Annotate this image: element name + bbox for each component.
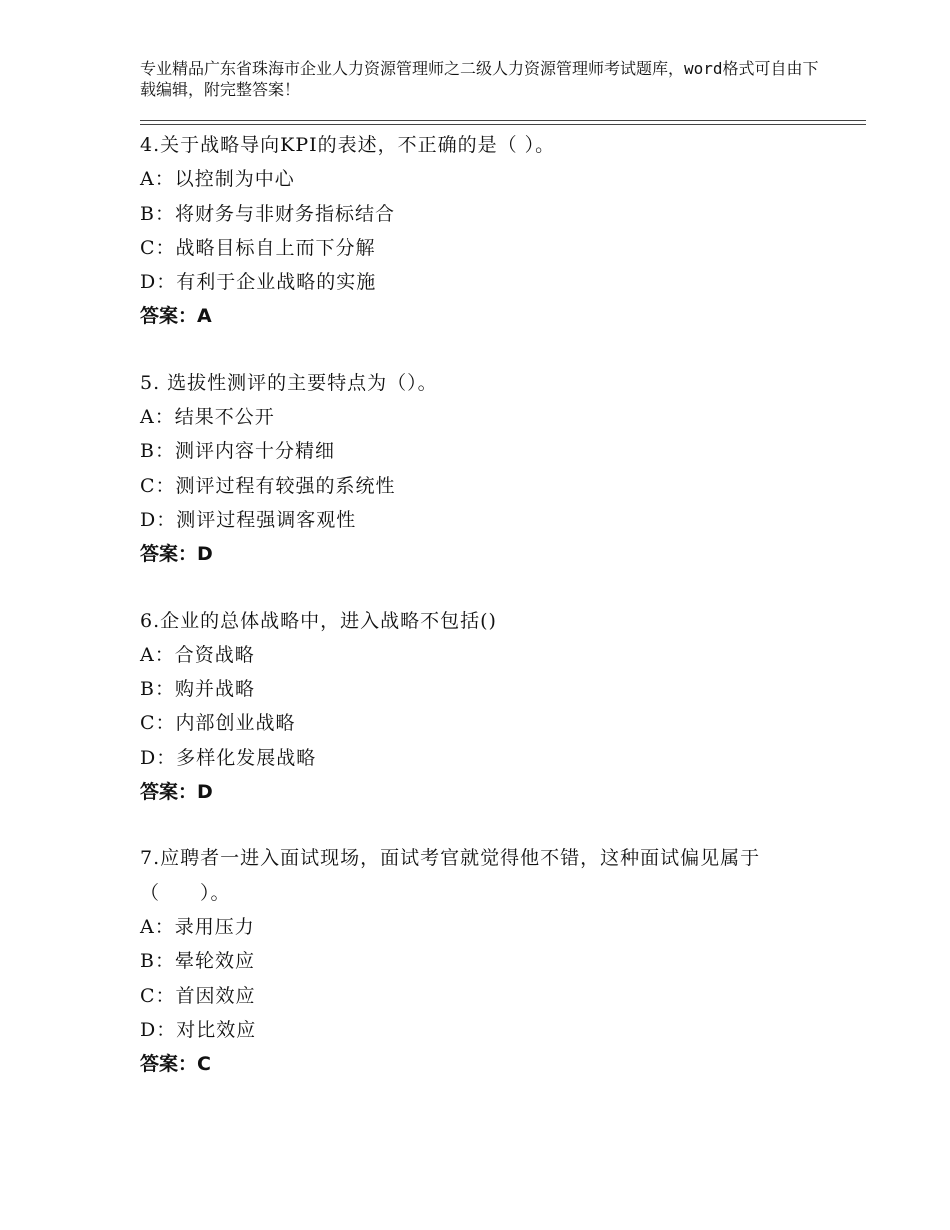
option-d: D：多样化发展战略	[140, 746, 317, 769]
option-c: C：测评过程有较强的系统性	[140, 474, 396, 497]
question-6	[140, 604, 840, 810]
option-c: C：首因效应	[140, 984, 256, 1007]
option-d: D：测评过程强调客观性	[140, 508, 357, 531]
option-b: B：测评内容十分精细	[140, 440, 335, 463]
header-rule-top	[140, 120, 866, 121]
option-b: B：晕轮效应	[140, 950, 255, 973]
option-d: D：有利于企业战略的实施	[140, 271, 377, 294]
option-c: C：内部创业战略	[140, 712, 296, 735]
question-5	[140, 366, 840, 572]
question-text: 7.应聘者一进入面试现场，面试考官就觉得他不错，这种面试偏见属于（ ）。	[140, 847, 761, 904]
question-text: 6.企业的总体战略中，进入战略不包括()	[140, 609, 497, 632]
question-4	[140, 128, 840, 334]
question-text: 4.关于战略导向KPI的表述，不正确的是（ ）。	[140, 134, 556, 156]
option-b: B：购并战略	[140, 678, 255, 701]
answer: 答案：D	[140, 781, 213, 804]
answer: 答案：A	[140, 305, 212, 328]
option-a: A：合资战略	[140, 643, 255, 666]
question-7	[140, 841, 840, 1081]
option-c: C：战略目标自上而下分解	[140, 236, 376, 259]
header-rule-bottom	[140, 124, 866, 125]
question-text: 5. 选拔性测评的主要特点为（）。	[140, 371, 438, 394]
option-a: A：结果不公开	[140, 406, 275, 429]
question-list	[140, 128, 840, 1113]
option-d: D：对比效应	[140, 1018, 257, 1041]
option-a: A：录用压力	[140, 915, 255, 938]
option-a: A：以控制为中心	[140, 168, 295, 191]
answer: 答案：C	[140, 1053, 211, 1076]
option-b: B：将财务与非财务指标结合	[140, 202, 395, 225]
answer: 答案：D	[140, 543, 213, 566]
document-header: 专业精品广东省珠海市企业人力资源管理师之二级人力资源管理师考试题库，word格式可自由下载编辑，附完整答案！	[140, 59, 819, 99]
